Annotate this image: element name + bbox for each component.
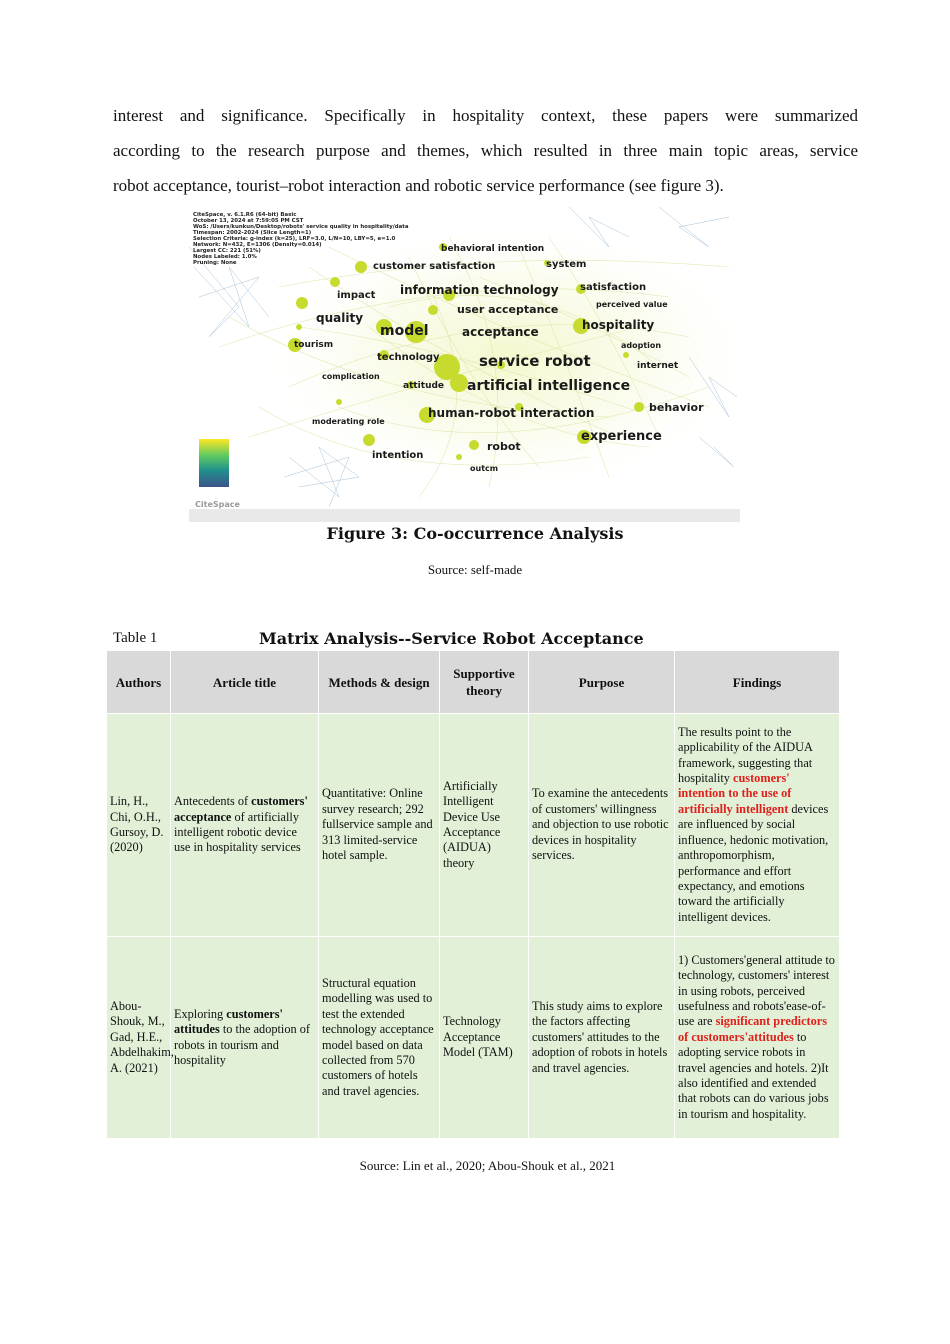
keyword-label: attitude	[403, 381, 445, 391]
keyword-label: service robot	[479, 352, 591, 370]
keyword-label: impact	[337, 290, 376, 301]
keyword-label: perceived value	[596, 300, 668, 309]
table-header-row	[107, 651, 840, 714]
co-occurrence-figure	[189, 207, 740, 522]
authors-cell: Lin, H., Chi, O.H., Gursoy, D. (2020)	[107, 714, 171, 937]
table-source: Source: Lin et al., 2020; Abou-Shouk et al., 2021	[359, 1158, 616, 1173]
matrix-table	[106, 650, 840, 1139]
theory-cell: Artificially Intelligent Device Use Acceptance (AIDUA) theory	[440, 714, 529, 937]
article-title-cell: Exploring customers' attitudes to the adoption of robots in tourism and hospitality	[171, 937, 319, 1139]
keyword-label: behavior	[649, 401, 704, 414]
keyword-label: technology	[377, 352, 440, 363]
header-line: Pruning: None	[193, 260, 237, 266]
table-title: Matrix Analysis--Service Robot Acceptance	[259, 629, 644, 648]
purpose-cell: This study aims to explore the factors affecting customers' attitudes to the adoption of robots in hotels and travel agencies.	[529, 937, 675, 1139]
keyword-label: user acceptance	[457, 303, 559, 316]
paragraph-line: according to the research purpose and themes, which resulted in three main topic areas, service	[113, 141, 858, 160]
figure-footer-strip	[189, 509, 740, 522]
table-row	[107, 714, 840, 937]
citespace-watermark: CiteSpace	[195, 500, 240, 509]
keyword-label: complication	[322, 372, 380, 381]
keyword-label: robot	[487, 440, 521, 453]
keyword-label: behavioral intention	[441, 244, 545, 254]
keyword-label: system	[546, 259, 587, 270]
keyword-label: human-robot interaction	[428, 406, 595, 420]
keyword-label: moderating role	[312, 417, 385, 426]
header-cell: Purpose	[529, 651, 675, 714]
keyword-label: information technology	[400, 283, 559, 297]
keyword-label: hospitality	[582, 318, 655, 332]
header-cell: Methods & design	[319, 651, 440, 714]
authors-cell: Abou-Shouk, M., Gad, H.E., Abdelhakim, A. (2021)	[107, 937, 171, 1139]
header-line: Timespan: 2002-2024 (Slice Length=1)	[193, 230, 312, 236]
methods-cell: Structural equation modelling was used to test the extended technology acceptance model based on data collected from 570 customers of hotels and travel agencies.	[319, 937, 440, 1139]
body-paragraph	[113, 98, 858, 203]
keyword-label: artificial intelligence	[467, 378, 631, 394]
keyword-label: model	[380, 323, 429, 339]
keyword-label: quality	[316, 311, 364, 325]
keyword-label: internet	[637, 361, 679, 371]
header-cell: Article title	[171, 651, 319, 714]
purpose-cell: To examine the antecedents of customers' willingness and objection to use robotic devices in hospitality services.	[529, 714, 675, 937]
co-occurrence-network	[189, 207, 740, 522]
header-line: Network: N=432, E=1306 (Density=0.014)	[193, 242, 322, 248]
keyword-label: adoption	[621, 341, 662, 350]
findings-cell: 1) Customers'general attitude to technology, customers' interest in using robots, perceived usefulness and robots'ease-of-use are significant predictors of customers'attitudes to adopting service robots in travel agencies and hotels. 2)It also identified and extended that robots can do various jobs in tourism and hospitality.	[675, 937, 840, 1139]
paragraph-line: robot acceptance, tourist–robot interaction and robotic service performance (see figure 3).	[113, 176, 724, 195]
color-legend	[199, 439, 229, 487]
paragraph-line: interest and significance. Specifically in hospitality context, these papers were summarized	[113, 106, 858, 125]
keyword-label: outcm	[470, 464, 499, 473]
keyword-label: experience	[581, 429, 662, 444]
table-row	[107, 937, 840, 1139]
theory-cell: Technology Acceptance Model (TAM)	[440, 937, 529, 1139]
header-line: CiteSpace, v. 6.1.R6 (64-bit) Basic	[193, 212, 297, 218]
header-cell: Authors	[107, 651, 171, 714]
header-line: October 13, 2024 at 7:59:05 PM CST	[193, 218, 304, 224]
keyword-label: satisfaction	[580, 282, 647, 293]
findings-cell: The results point to the applicability of the AIDUA framework, suggesting that hospitality customers' intention to the use of artificially intelligent devices are influenced by social influence, hedonic motivation, anthropomorphism, performance and effort expectancy, and emotions toward the artificially intelligent devices.	[675, 714, 840, 937]
header-cell: Findings	[675, 651, 840, 714]
keyword-label: acceptance	[462, 325, 539, 339]
figure-caption: Figure 3: Co-occurrence Analysis	[326, 524, 624, 543]
header-line: WoS: /Users/kunkun/Desktop/robots' service quality in hospitality/data	[193, 224, 409, 230]
keyword-label: customer satisfaction	[373, 261, 496, 272]
header-line: Largest CC: 221 (51%)	[193, 248, 261, 254]
article-title-cell: Antecedents of customers' acceptance of artificially intelligent robotic device use in hospitality services	[171, 714, 319, 937]
header-line: Selection Criteria: g-index (k=25), LRF=3.0, L/N=10, LBY=5, e=1.0	[193, 236, 396, 242]
table-label: Table 1	[113, 630, 158, 646]
figure-source: Source: self-made	[427, 562, 523, 577]
methods-cell: Quantitative: Online survey research; 292 fullservice sample and 313 limited-service hotel sample.	[319, 714, 440, 937]
header-line: Nodes Labeled: 1.0%	[193, 254, 257, 260]
header-cell: Supportive theory	[440, 651, 529, 714]
keyword-label: tourism	[294, 340, 334, 350]
keyword-label: intention	[372, 450, 424, 461]
